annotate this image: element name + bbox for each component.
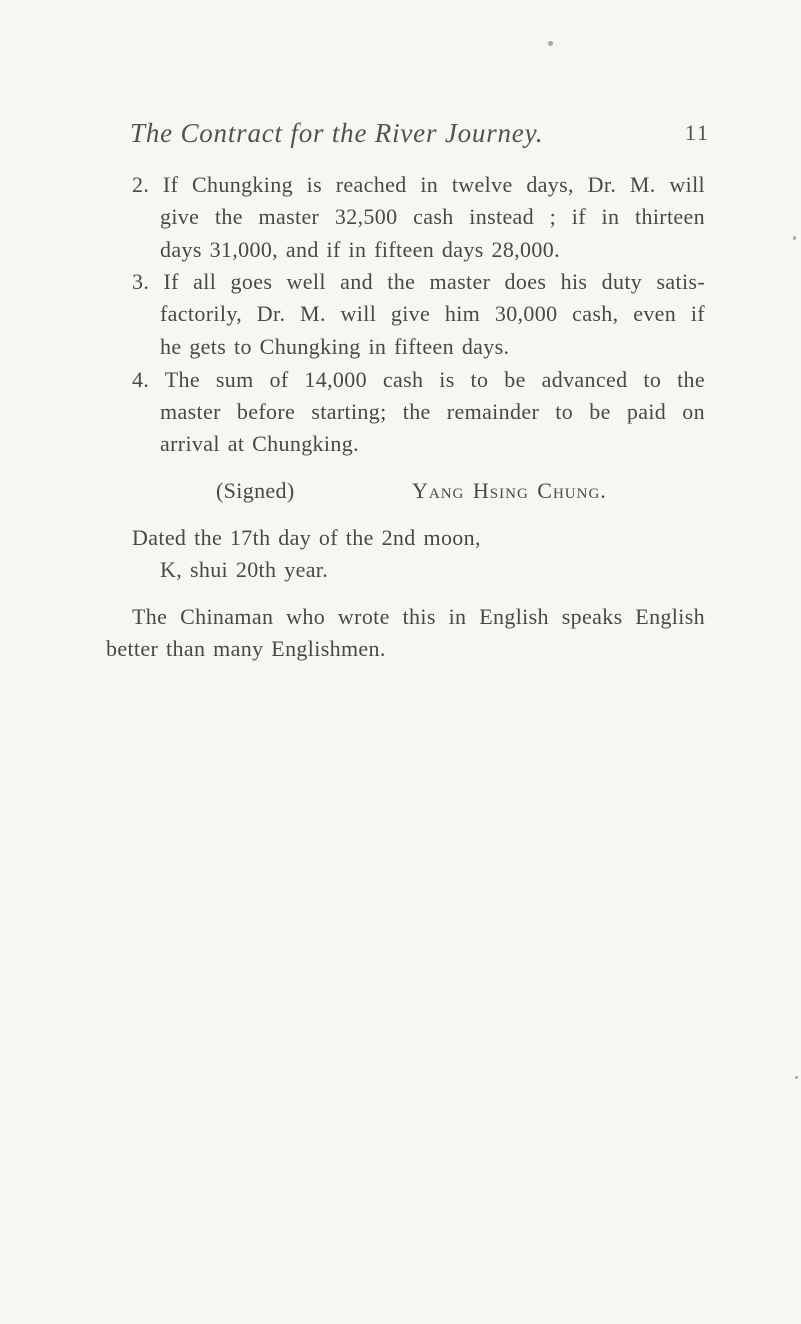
running-head [130,118,710,152]
paper-speck [795,1076,798,1079]
clause-3-line-2: factorily, Dr. M. will give him 30,000 cash, even if [160,301,705,326]
clause-4-line-3: arrival at Chungking. [160,431,359,456]
date-line-1: Dated the 17th day of the 2nd moon, [132,525,481,550]
paper-speck [793,236,796,240]
closing-line-1: The Chinaman who wrote this in English speaks English [132,604,705,629]
paper-speck [548,41,553,46]
clause-2-line-2: give the master 32,500 cash instead ; if in thirteen [160,204,705,229]
clause-2-line-3: days 31,000, and if in fifteen days 28,000. [160,237,560,262]
closing-line-2: better than many Englishmen. [106,636,386,661]
signature-prefix: (Signed) [216,478,295,503]
signatory-name: Yang Hsing Chung. [412,478,607,503]
clause-4-line-1: 4. The sum of 14,000 cash is to be advanced to the [132,367,705,392]
clause-4-line-2: master before starting; the remainder to be paid on [160,399,705,424]
date-line-2: K, shui 20th year. [160,557,329,582]
clause-3-line-1: 3. If all goes well and the master does his duty satis- [132,269,705,294]
clause-3-line-3: he gets to Chungking in fifteen days. [160,334,510,359]
running-title: The Contract for the River Journey. [130,118,544,148]
clause-2-line-1: 2. If Chungking is reached in twelve days, Dr. M. will [132,172,705,197]
page-number: 11 [684,120,710,145]
